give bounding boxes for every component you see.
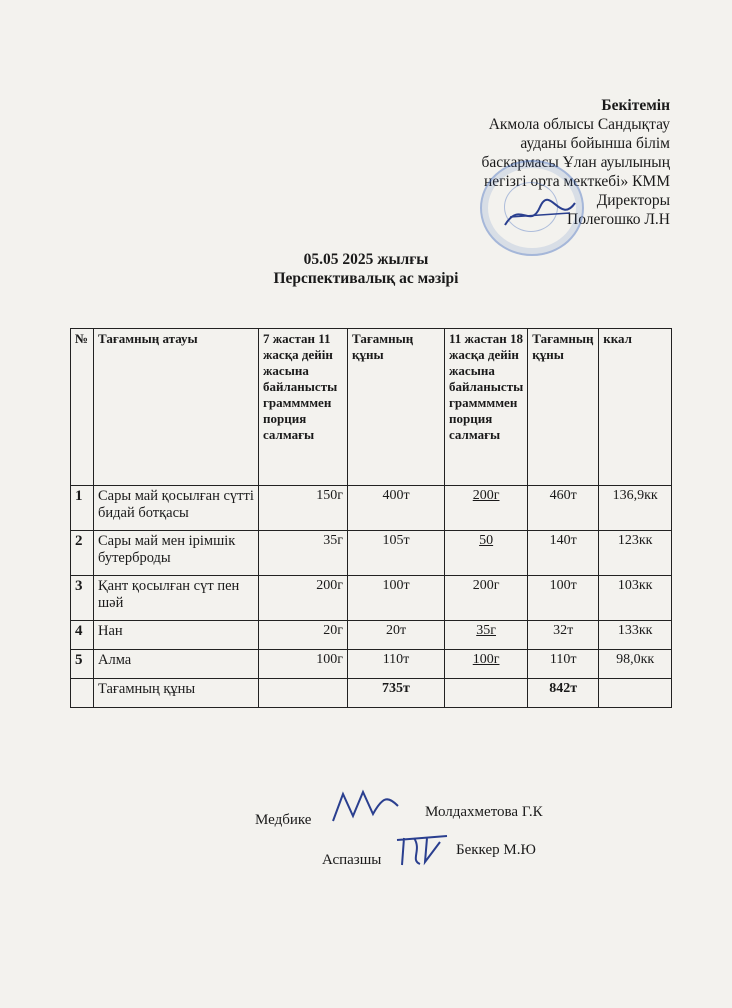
total-price-1: 735т xyxy=(348,679,445,708)
table-row xyxy=(71,486,672,531)
kcal: 98,0кк xyxy=(599,650,672,679)
price-1: 400т xyxy=(348,486,445,531)
menu-table xyxy=(70,328,672,708)
dish-name: Сары май қосылған сүтті бидай ботқасы xyxy=(94,486,259,531)
kcal: 103кк xyxy=(599,576,672,621)
kcal: 136,9кк xyxy=(599,486,672,531)
cook-name: Беккер М.Ю xyxy=(456,842,536,858)
price-1: 105т xyxy=(348,531,445,576)
approval-line: баскармасы Ұлан ауылының xyxy=(481,154,670,171)
price-2: 100т xyxy=(528,576,599,621)
cook-role: Аспазшы xyxy=(322,852,382,868)
dish-name: Қант қосылған сүт пен шәй xyxy=(94,576,259,621)
kcal: 133кк xyxy=(599,621,672,650)
total-label: Тағамның құны xyxy=(94,679,259,708)
table-row xyxy=(71,576,672,621)
weight-11-18: 100г xyxy=(445,650,528,679)
weight-11-18: 200г xyxy=(445,576,528,621)
weight-7-11: 150г xyxy=(259,486,348,531)
empty-cell xyxy=(71,679,94,708)
director-signature xyxy=(500,195,580,235)
row-number: 4 xyxy=(71,621,94,650)
table-total-row xyxy=(71,679,672,708)
weight-11-18: 50 xyxy=(445,531,528,576)
price-1: 110т xyxy=(348,650,445,679)
weight-7-11: 35г xyxy=(259,531,348,576)
col-kcal: ккал xyxy=(599,329,672,486)
weight-11-18: 35г xyxy=(445,621,528,650)
price-1: 20т xyxy=(348,621,445,650)
approval-line: Полегошко Л.Н xyxy=(567,211,670,228)
price-2: 32т xyxy=(528,621,599,650)
dish-name: Алма xyxy=(94,650,259,679)
row-number: 3 xyxy=(71,576,94,621)
title-block xyxy=(0,250,732,288)
medic-role: Медбике xyxy=(255,812,312,828)
table-row xyxy=(71,531,672,576)
table-row xyxy=(71,621,672,650)
col-price-2: Тағамның құны xyxy=(528,329,599,486)
empty-cell xyxy=(445,679,528,708)
medic-name: Молдахметова Г.К xyxy=(425,804,543,820)
col-price-1: Тағамның құны xyxy=(348,329,445,486)
empty-cell xyxy=(599,679,672,708)
approval-line: негізгі орта мекткебі» КММ xyxy=(483,173,670,190)
col-weight-7-11: 7 жастан 11 жасқа дейін жасына байланысты граммммен порция салмағы xyxy=(259,329,348,486)
row-number: 2 xyxy=(71,531,94,576)
col-dish-name: Тағамның атауы xyxy=(94,329,259,486)
table-row xyxy=(71,650,672,679)
cook-signature xyxy=(392,830,452,870)
weight-11-18: 200г xyxy=(445,486,528,531)
approval-line: Акмола облысы Сандықтау xyxy=(488,116,670,133)
table-header-row xyxy=(71,329,672,486)
empty-cell xyxy=(259,679,348,708)
kcal: 123кк xyxy=(599,531,672,576)
dish-name: Нан xyxy=(94,621,259,650)
weight-7-11: 200г xyxy=(259,576,348,621)
row-number: 5 xyxy=(71,650,94,679)
medic-signature xyxy=(328,786,403,826)
col-number: № xyxy=(71,329,94,486)
menu-title: Перспективалық ас мәзірі xyxy=(273,270,459,287)
price-2: 460т xyxy=(528,486,599,531)
weight-7-11: 100г xyxy=(259,650,348,679)
row-number: 1 xyxy=(71,486,94,531)
approval-heading: Бекітемін xyxy=(601,97,670,114)
menu-date: 05.05 2025 жылғы xyxy=(303,251,429,268)
approval-line: Директоры xyxy=(596,192,670,209)
price-2: 140т xyxy=(528,531,599,576)
dish-name: Сары май мен ірімшік бутерброды xyxy=(94,531,259,576)
weight-7-11: 20г xyxy=(259,621,348,650)
approval-line: ауданы бойынша білім xyxy=(520,135,670,152)
total-price-2: 842т xyxy=(528,679,599,708)
price-1: 100т xyxy=(348,576,445,621)
price-2: 110т xyxy=(528,650,599,679)
col-weight-11-18: 11 жастан 18 жасқа дейін жасына байланысты граммммен порция салмағы xyxy=(445,329,528,486)
